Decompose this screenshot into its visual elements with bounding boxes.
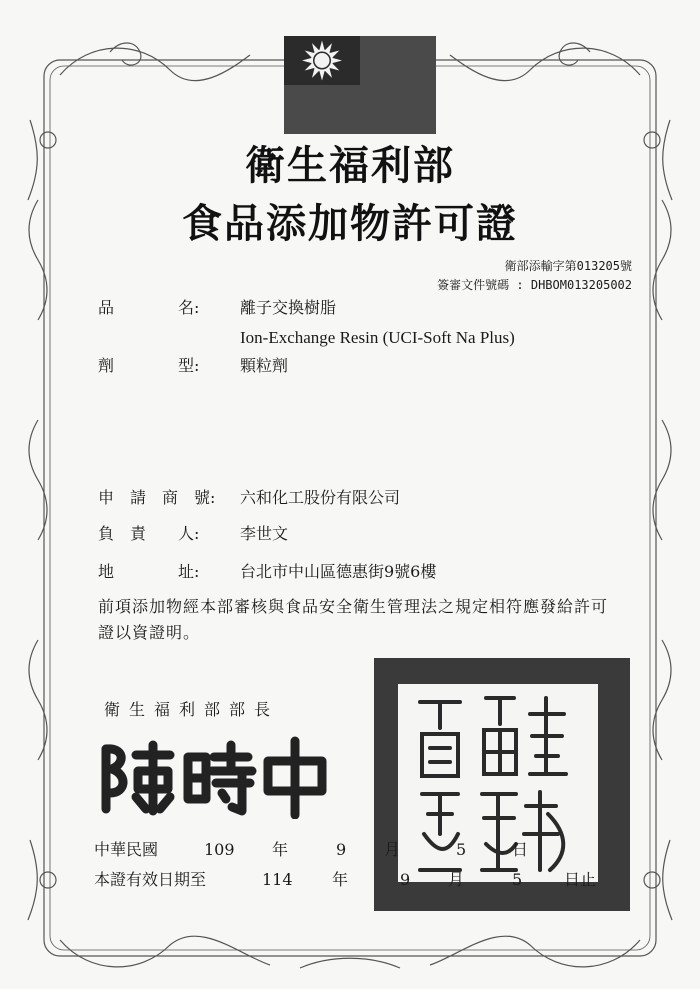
applicant-label: 申 請 商 號: bbox=[98, 488, 216, 507]
applicant-value: 六和化工股份有限公司 bbox=[240, 488, 401, 507]
product-name-zh: 離子交換樹脂 bbox=[240, 298, 337, 317]
national-flag-icon bbox=[284, 36, 436, 134]
issue-day: 5 bbox=[456, 840, 467, 859]
certification-statement: 前項添加物經本部審核與食品安全衛生管理法之規定相符應發給許可證以資證明。 bbox=[98, 597, 609, 642]
form-label: 劑 型: bbox=[98, 356, 200, 375]
signatory-title: 衛生福利部部長 bbox=[104, 700, 280, 719]
issue-year: 109 bbox=[204, 840, 235, 859]
document-code-label: 簽審文件號碼 : bbox=[437, 278, 524, 292]
valid-year-unit: 年 bbox=[332, 870, 349, 889]
valid-month-unit: 月 bbox=[448, 870, 465, 889]
valid-day-unit: 日止 bbox=[564, 870, 597, 889]
product-name-en: Ion-Exchange Resin (UCI-Soft Na Plus) bbox=[240, 328, 515, 347]
document-code: DHBOM013205002 bbox=[530, 278, 632, 292]
issue-day-unit: 日 bbox=[512, 840, 529, 859]
product-name-label: 品 名: bbox=[98, 298, 200, 317]
issue-month-unit: 月 bbox=[384, 840, 401, 859]
valid-year: 114 bbox=[262, 870, 293, 889]
address-label: 地 址: bbox=[98, 562, 200, 581]
valid-day: 5 bbox=[512, 870, 523, 889]
document-code-line bbox=[437, 277, 632, 293]
issue-date-row bbox=[94, 840, 534, 862]
issue-year-unit: 年 bbox=[272, 840, 289, 859]
valid-until-label: 本證有效日期至 bbox=[94, 870, 207, 889]
issue-month: 9 bbox=[336, 840, 347, 859]
certificate-title: 食品添加物許可證 bbox=[182, 200, 518, 247]
valid-month: 9 bbox=[400, 870, 411, 889]
responsible-person-value: 李世文 bbox=[240, 524, 289, 543]
permit-number: 衛部添輸字第013205號 bbox=[504, 259, 632, 273]
issue-date-label: 中華民國 bbox=[94, 840, 159, 859]
certificate-issuer-title: 衛生福利部 bbox=[245, 142, 455, 189]
address-value: 台北市中山區德惠街9號6樓 bbox=[240, 562, 437, 581]
form-value: 顆粒劑 bbox=[240, 356, 289, 375]
valid-until-row bbox=[94, 870, 614, 892]
minister-signature bbox=[96, 735, 336, 819]
responsible-person-label: 負 責 人: bbox=[98, 524, 200, 543]
